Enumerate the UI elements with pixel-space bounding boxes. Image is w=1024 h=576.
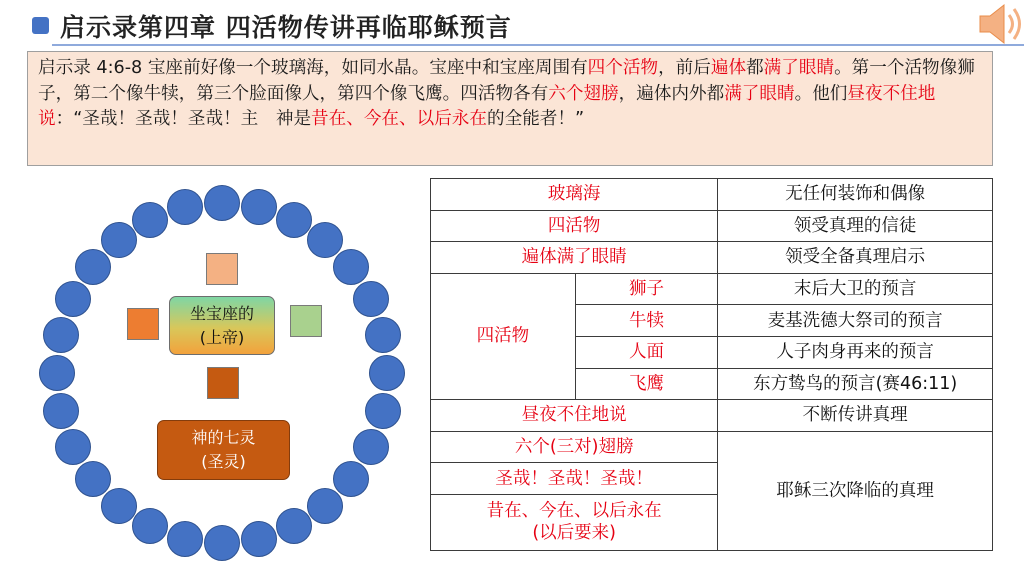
table-cell: 昼夜不住地说	[431, 400, 718, 432]
eye-dot	[241, 189, 277, 225]
throne-label: 坐宝座的	[189, 304, 254, 323]
eye-dot	[369, 355, 405, 391]
eye-dot	[101, 488, 137, 524]
eye-dot	[43, 393, 79, 429]
eye-dot	[353, 281, 389, 317]
eye-dot	[75, 461, 111, 497]
eye-dot	[167, 189, 203, 225]
page-title: 启示录第四章 四活物传讲再临耶稣预言	[60, 13, 512, 42]
table-row	[431, 273, 993, 305]
table-cell: 人面	[575, 336, 718, 368]
eye-dot	[276, 508, 312, 544]
table-row	[431, 179, 993, 211]
scripture-text: ，遍体内外都	[618, 83, 725, 104]
table-cell: 六个(三对)翅膀	[431, 431, 718, 463]
table-row	[431, 431, 993, 463]
eye-dot	[365, 393, 401, 429]
scripture-text: ，前后	[658, 58, 711, 78]
eye-dot	[333, 461, 369, 497]
eye-dot	[204, 525, 240, 561]
scripture-text: ：“圣哉！圣哉！圣哉！主 神是	[55, 109, 312, 129]
eye-dot	[276, 202, 312, 238]
eye-dot	[333, 249, 369, 285]
scripture-box	[27, 51, 993, 166]
eye-dot	[365, 317, 401, 353]
title-divider	[52, 44, 1024, 46]
scripture-highlight: 六个翅膀	[548, 83, 619, 104]
eye-dot	[43, 317, 79, 353]
scripture-text: 启示录 4:6-8 宝座前好像一个玻璃海，如同水晶。宝座中和宝座周围有	[38, 58, 588, 78]
scripture-highlight: 昔在、今在、以后永在	[311, 109, 487, 129]
table-cell: 圣哉！圣哉！圣哉！	[431, 463, 718, 495]
spirits-sublabel: (圣灵)	[201, 452, 246, 471]
table-cell: 麦基洗德大祭司的预言	[718, 305, 993, 337]
square-top	[206, 253, 238, 285]
table-cell: 玻璃海	[431, 179, 718, 211]
table-row	[431, 242, 993, 274]
table-cell	[431, 494, 718, 550]
table-cell: 飞鹰	[575, 368, 718, 400]
eye-dot	[132, 202, 168, 238]
table-cell-line: (以后要来)	[532, 523, 616, 544]
scripture-highlight: 昼夜不住地说	[38, 83, 936, 129]
table-cell: 遍体满了眼睛	[431, 242, 718, 274]
eye-dot	[55, 281, 91, 317]
table-cell: 不断传讲真理	[718, 400, 993, 432]
eye-dot	[307, 488, 343, 524]
square-bottom	[207, 367, 239, 399]
throne-sublabel: (上帝)	[199, 328, 245, 347]
table-cell: 领受真理的信徒	[718, 210, 993, 242]
eye-dot	[204, 185, 240, 221]
table-cell: 牛犊	[575, 305, 718, 337]
scripture-text: 的全能者！”	[487, 109, 585, 129]
eye-dot	[101, 222, 137, 258]
table-cell: 四活物	[431, 273, 576, 399]
eye-dot	[55, 429, 91, 465]
scripture-highlight: 遍体	[710, 58, 747, 78]
scripture-highlight: 满了眼睛	[724, 83, 795, 104]
throne-box	[169, 296, 275, 355]
table-cell: 耶稣三次降临的真理	[718, 431, 993, 550]
title-bullet	[32, 17, 49, 34]
eye-dot	[132, 508, 168, 544]
eye-dot	[307, 222, 343, 258]
scripture-highlight: 满了眼睛	[763, 58, 835, 78]
eye-dot	[167, 521, 203, 557]
eye-dot	[75, 249, 111, 285]
table-cell: 无任何装饰和偶像	[718, 179, 993, 211]
square-left	[127, 308, 159, 340]
table-cell: 东方鸷鸟的预言(赛46:11)	[718, 368, 993, 400]
scripture-text: 都	[746, 58, 764, 78]
seven-spirits-box	[157, 420, 290, 480]
table-cell-line: 昔在、今在、以后永在	[486, 501, 662, 522]
square-right	[290, 305, 322, 337]
table-cell: 狮子	[575, 273, 718, 305]
table-row	[431, 210, 993, 242]
speaker-icon[interactable]	[978, 2, 1024, 46]
table-cell: 末后大卫的预言	[718, 273, 993, 305]
eye-dot	[353, 429, 389, 465]
table-cell: 领受全备真理启示	[718, 242, 993, 274]
table-cell: 人子肉身再来的预言	[718, 336, 993, 368]
table-row	[431, 400, 993, 432]
eye-dot	[39, 355, 75, 391]
symbol-table	[430, 178, 993, 551]
scripture-highlight: 四个活物	[587, 58, 659, 78]
scripture-text: 。第一个活物像狮子，第二个像牛犊，第三个脸面像人，第四个像飞鹰。四活物各有	[38, 58, 975, 104]
scripture-text: 。他们	[794, 83, 848, 104]
spirits-label: 神的七灵	[191, 428, 256, 447]
table-cell: 四活物	[431, 210, 718, 242]
eye-dot	[241, 521, 277, 557]
